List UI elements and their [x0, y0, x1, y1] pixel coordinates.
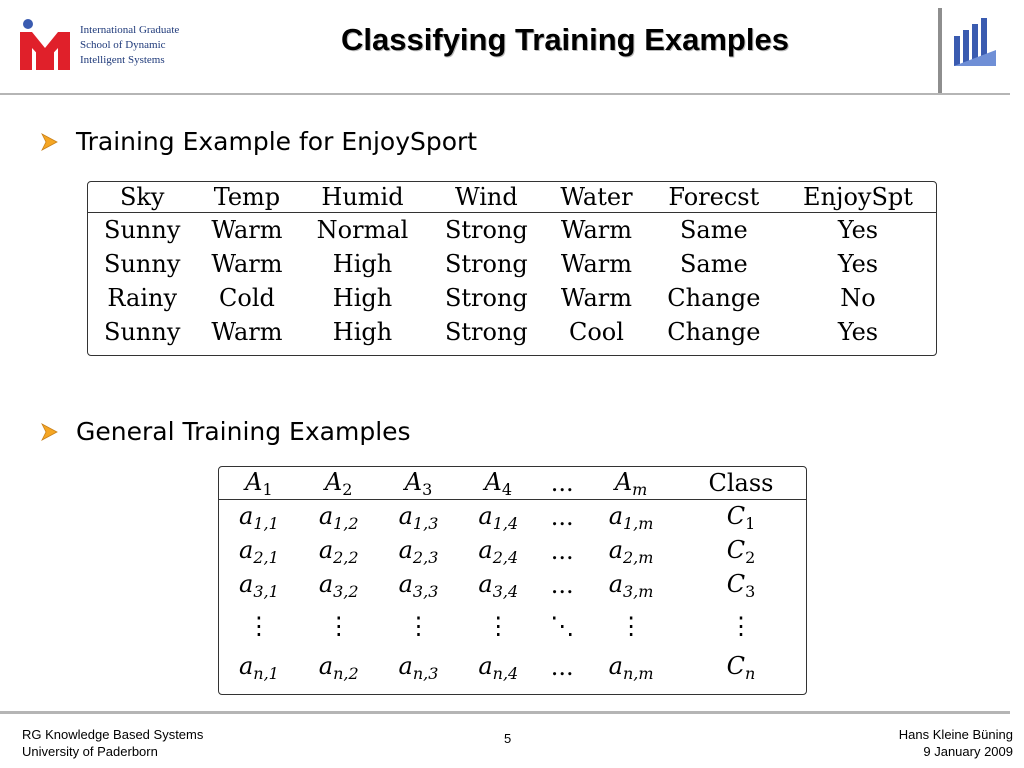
column-header: Forecst: [648, 182, 780, 213]
table-cell: $a_{2,2}$: [318, 535, 359, 567]
table-cell: Yes: [837, 216, 879, 244]
table-cell: Yes: [837, 318, 879, 346]
institute-line-2: School of Dynamic: [80, 39, 166, 51]
table-cell: Warm: [560, 250, 632, 278]
footer-group-name: RG Knowledge Based Systems: [22, 727, 204, 742]
table-cell: $a_{1,m}$: [608, 501, 654, 533]
table-cell: Sunny: [104, 216, 181, 244]
table-cell: Change: [667, 318, 761, 346]
vertical-ellipsis: ⋮: [728, 612, 753, 640]
table-row: [88, 247, 936, 281]
table-cell: $a_{3,m}$: [608, 569, 654, 601]
column-header: Humid: [297, 182, 427, 213]
table-row: [219, 534, 806, 568]
footer-right: [899, 726, 1013, 760]
table-cell: Warm: [211, 216, 283, 244]
bullet-text: Training Example for EnjoySport: [76, 127, 478, 156]
enjoysport-table: [87, 181, 937, 356]
table-cell: $a_{3,2}$: [318, 569, 359, 601]
vertical-ellipsis: ⋮: [486, 612, 511, 640]
column-header: Sky: [88, 182, 196, 213]
table-header-row: [88, 182, 936, 213]
column-header: Class: [676, 467, 806, 500]
table-cell: Strong: [444, 318, 528, 346]
table-cell: $a_{2,4}$: [478, 535, 519, 567]
table-cell: ...: [550, 537, 574, 565]
column-header: Wind: [428, 182, 546, 213]
table-cell: Warm: [211, 318, 283, 346]
bullet-text: General Training Examples: [76, 417, 411, 446]
page-number: 5: [504, 731, 512, 746]
bullet-general-examples: [40, 417, 411, 446]
table-cell: Strong: [444, 250, 528, 278]
table-cell: Sunny: [104, 250, 181, 278]
table-row-ellipsis: [219, 602, 806, 650]
table-cell: $a_{3,3}$: [398, 569, 439, 601]
column-header: $A_2$: [299, 467, 379, 500]
table-cell: $a_{1,1}$: [239, 501, 279, 533]
institute-name: [80, 23, 179, 68]
arrow-bullet-icon: [40, 133, 58, 151]
column-header: $A_m$: [586, 467, 676, 500]
table-cell: $a_{n,4}$: [478, 651, 519, 683]
column-header: $A_1$: [219, 467, 299, 500]
institute-line-1: International Graduate: [80, 24, 180, 36]
footer-university: University of Paderborn: [22, 744, 158, 759]
table-cell: $C_n$: [726, 651, 756, 683]
table-row: [219, 650, 806, 684]
table-cell: Cool: [568, 318, 624, 346]
footer-divider: [0, 711, 1010, 714]
vertical-ellipsis: ⋮: [406, 612, 431, 640]
table-cell: ...: [550, 653, 574, 681]
table-cell: $a_{2,3}$: [398, 535, 439, 567]
table-cell: Strong: [444, 284, 528, 312]
table-cell: $C_1$: [726, 501, 756, 533]
table-cell: Warm: [560, 216, 632, 244]
table-cell: $a_{1,3}$: [398, 501, 439, 533]
general-examples-table: [218, 466, 807, 695]
vertical-ellipsis: ⋮: [619, 612, 644, 640]
table-cell: $C_2$: [726, 535, 756, 567]
slide-title: Classifying Training Examples: [341, 22, 789, 57]
header-divider: [0, 93, 1010, 95]
institute-line-3: Intelligent Systems: [80, 54, 165, 66]
table-cell: Strong: [444, 216, 528, 244]
table-cell: Normal: [316, 216, 409, 244]
table-cell: $a_{1,2}$: [318, 501, 359, 533]
table-row: [219, 500, 806, 535]
footer-author: Hans Kleine Büning: [898, 727, 1013, 742]
table-cell: No: [840, 284, 876, 312]
table-cell: Same: [679, 250, 748, 278]
igs-logo-icon: [18, 18, 72, 72]
table-cell: $a_{1,4}$: [478, 501, 519, 533]
column-header: EnjoySpt: [780, 182, 936, 213]
column-header: Water: [545, 182, 648, 213]
table-cell: $a_{3,1}$: [239, 569, 279, 601]
table-cell: Same: [679, 216, 748, 244]
table-row: [88, 315, 936, 349]
table-cell: $a_{n,3}$: [398, 651, 439, 683]
table-cell: Yes: [837, 250, 879, 278]
table-cell: $a_{n,1}$: [238, 651, 279, 683]
table-cell: $a_{3,4}$: [478, 569, 519, 601]
table-cell: High: [332, 318, 393, 346]
header-vertical-divider: [938, 8, 942, 94]
bullet-training-example: [40, 127, 477, 156]
table-cell: $a_{n,2}$: [318, 651, 359, 683]
table-row: [88, 281, 936, 315]
table-cell: High: [332, 250, 393, 278]
column-header: $A_4$: [458, 467, 538, 500]
table-cell: Rainy: [107, 284, 178, 312]
column-header: ...: [538, 467, 586, 500]
table-cell: $C_3$: [726, 569, 756, 601]
university-logo-icon: [952, 16, 998, 70]
diagonal-ellipsis: ⋱: [550, 612, 575, 640]
table-row: [88, 213, 936, 248]
footer-date: 9 January 2009: [923, 744, 1013, 759]
vertical-ellipsis: ⋮: [326, 612, 351, 640]
vertical-ellipsis: ⋮: [246, 612, 271, 640]
table-cell: Warm: [211, 250, 283, 278]
arrow-bullet-icon: [40, 423, 58, 441]
column-header: $A_3$: [379, 467, 459, 500]
table-cell: ...: [550, 503, 574, 531]
table-header-row: [219, 467, 806, 500]
table-cell: Sunny: [104, 318, 181, 346]
footer-left: [22, 726, 203, 760]
table-cell: ...: [550, 571, 574, 599]
table-cell: High: [332, 284, 393, 312]
column-header: Temp: [196, 182, 297, 213]
table-cell: $a_{2,1}$: [239, 535, 279, 567]
table-row: [219, 568, 806, 602]
table-cell: $a_{2,m}$: [608, 535, 654, 567]
table-cell: Warm: [560, 284, 632, 312]
table-cell: Cold: [219, 284, 275, 312]
table-cell: $a_{n,m}$: [608, 651, 654, 683]
table-cell: Change: [667, 284, 761, 312]
